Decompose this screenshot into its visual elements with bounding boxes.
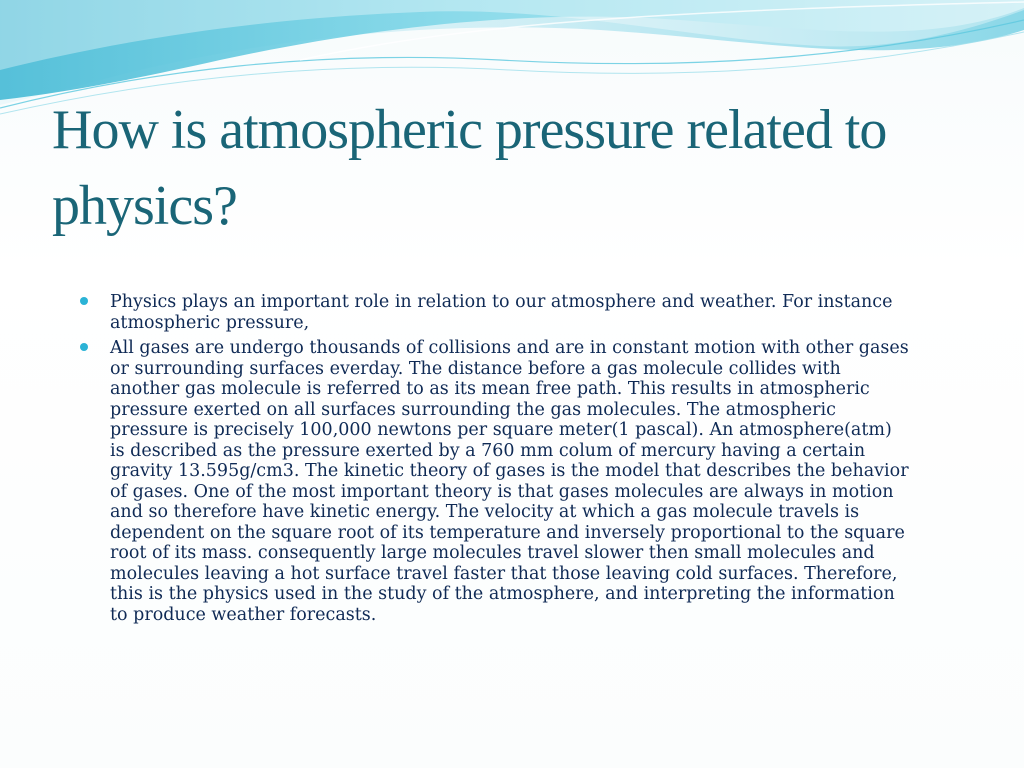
bullet-dot-icon — [80, 343, 88, 351]
bullet-list — [80, 292, 910, 630]
bullet-item — [80, 292, 910, 333]
bullet-dot-icon — [80, 297, 88, 305]
bullet-text: Physics plays an important role in relation to our atmosphere and weather. For instance atmospheric pressure, — [110, 292, 893, 333]
bullet-item — [80, 338, 910, 625]
bullet-text: All gases are undergo thousands of collisions and are in constant motion with other gases or surrounding surfaces everday. The distance before a gas molecule collides with another gas molecule is referred to as its mean free path. This results in atmospheric pressure exerted on all surfaces surrounding the gas molecules. The atmospheric pressure is precisely 100,000 newtons per square meter(1 pascal). An atmosphere(atm) is described as the pressure exerted by a 760 mm colum of mercury having a certain gravity 13.595g/cm3. The kinetic theory of gases is the model that describes the behavior of gases. One of the most important theory is that gases molecules are always in motion and so therefore have kinetic energy. The velocity at which a gas molecule travels is dependent on the square root of its temperature and inversely proportional to the square root of its mass. consequently large molecules travel slower then small molecules and molecules leaving a hot surface travel faster that those leaving cold surfaces. Therefore, this is the physics used in the study of the atmosphere, and interpreting the information to produce weather forecasts. — [110, 338, 909, 625]
slide-title: How is atmospheric pressure related to physics? — [52, 99, 887, 237]
